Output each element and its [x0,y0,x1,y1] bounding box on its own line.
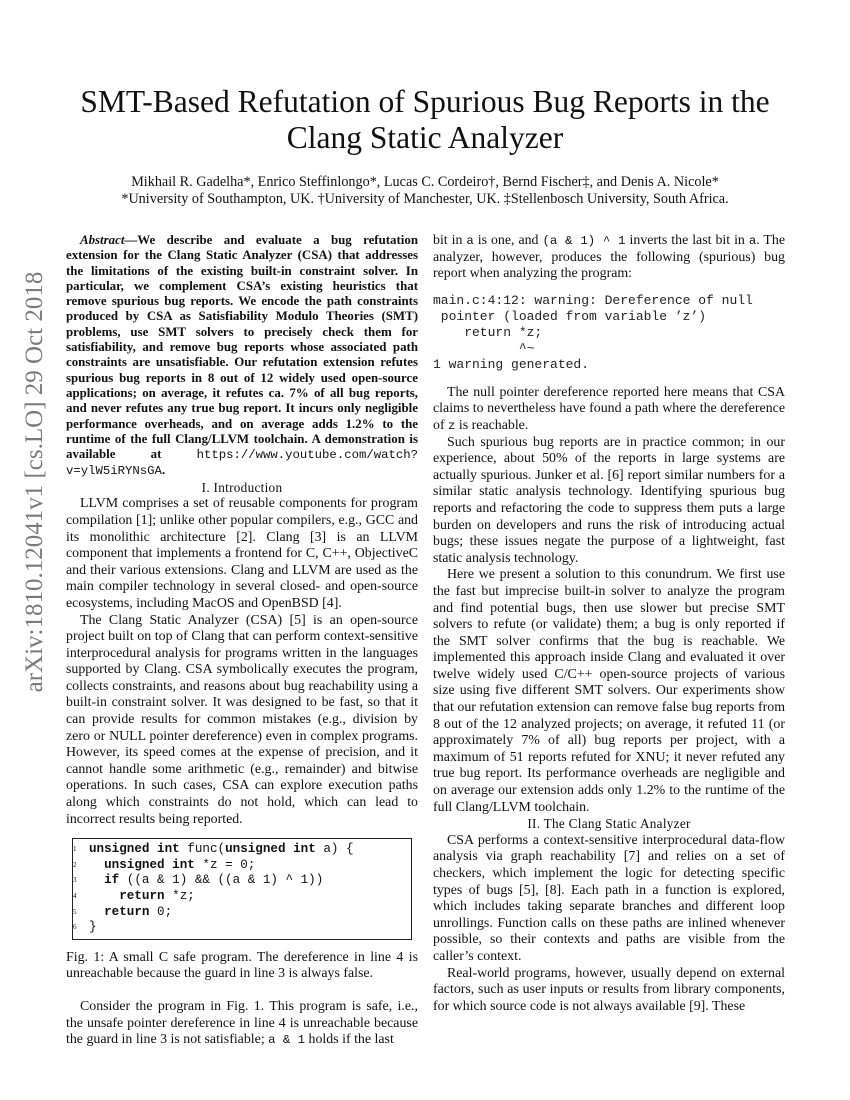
null-text-1: The null pointer dereference reported here means that CSA claims to nevertheless have found a path where the dereference of [433,384,785,433]
abstract-text: —We describe and evaluate a bug refutation extension for the Clang Static Analyzer (CSA) that addresses the limitations of the existing built-in constraint solver. In particular, we complement CSA’s existing heuristics that remove spurious bug reports. We encode the path constraints produced by CSA as Satisfiability Modulo Theories (SMT) problems, use SMT solvers to precisely check them for satisfiability, and remove bug reports whose associated path constraints are unsatisfiable. Our refutation extension refutes spurious bug reports in 8 out of 12 widely used open-source applications; on average, it refutes ca. 7% of all bug reports, and never refutes any true bug report. It incurs only negligible performance overheads, and on average adds 1.2% to the runtime of the full Clang/LLVM toolchain. A demonstration is available at [66,233,418,462]
inline-code: z [448,418,456,433]
section-heading-introduction: I. Introduction [201,479,283,495]
inline-code: a [748,234,757,248]
code-text: return *z; [119,889,195,903]
code-line [73,889,405,905]
consider-text-2: holds if the last [305,1032,394,1048]
section-heading-csa: II. The Clang Static Analyzer [527,816,691,832]
cont-text-4: . The analyzer, however, produces the following (spurious) bug report when analyzing the program: [433,233,785,282]
right-column [433,233,785,1015]
code-line [73,920,405,936]
spurious-paragraph: Such spurious bug reports are in practice common; in our experience, about 50% of the reports in large systems are actually spurious. Junker et al. [6] report similar numbers for a similar static analysis technology. Identifying spurious bug reports and refactoring the code to suppress them puts a large burden on developers and runs the risk of introducing actual bugs; these issues negate the purpose of a lightweight, fast static analysis technology. [433,434,785,566]
intro-paragraph-1: LLVM comprises a set of reusable components for program compilation [1]; unlike other popular compilers, e.g., GCC and its monolithic architecture [2]. Clang [3] is an LLVM component that implements a frontend for C, C++, ObjectiveC and their various extensions. Clang and LLVM are used as the main compiler technology in several closed- and open-source ecosystems, including MacOS and OpenBSD [4]. [66,496,418,611]
figure-caption: Fig. 1: A small C safe program. The dereference in line 4 is unreachable because the guard in line 3 is always false. [66,949,418,982]
code-listing [72,838,412,940]
intro-paragraph-2: The Clang Static Analyzer (CSA) [5] is an open-source project built on top of Clang that can perform context-sensitive interprocedural analysis for programs written in the languages supported by Clang. CSA symbolically executes the program, collects constraints, and reasons about bug reachability using a built-in constraint solver. It was designed to be fast, so that it can provide results for common mistakes (e.g., division by zero or NULL pointer dereference) even in complex programs. However, its speed comes at the expense of precision, and it cannot handle some arithmetic (e.g., remainder) and bitwise operations. In such cases, CSA can explore execution paths along which constraints do not hold, which can lead to incorrect results being reported. [66,612,418,827]
inline-code: (a & 1) ^ 1 [542,234,626,248]
csa-paragraph-1: CSA performs a context-sensitive interprocedural data-flow analysis via graph reachability [7] and relies on a set of checkers, which implement the logic for detecting specific types of bugs [5], [8]. Each path in a function is explored, which includes taking separate branches and different loop unrollings. Function calls on these paths are inlined whenever possible, so their contexts and paths are visible from the caller’s context. [433,832,785,964]
code-text: if ((a & 1) && ((a & 1) ^ 1)) [104,873,324,888]
code-line [73,904,405,921]
code-line [73,842,405,858]
null-text-2: is reachable. [455,417,529,433]
code-line-number: 3 [73,876,77,885]
warning-output: main.c:4:12: warning: Dereference of null pointer (loaded from variable ’z’) return *z; ^~ 1 warning generated. [433,292,753,372]
code-line [73,857,405,874]
left-column [66,233,418,1049]
demo-link[interactable]: https://www.youtube.com/watch?v=ylW5iRYNsGA [66,448,418,479]
abstract [66,233,418,480]
code-line-number: 1 [73,845,77,854]
code-line-number: 4 [73,892,77,900]
abstract-end: . [161,463,166,478]
code-text: } [89,920,97,935]
cont-text-3: inverts the last bit in [625,233,749,248]
code-line [73,873,405,889]
csa-paragraph-2: Real-world programs, however, usually depend on external factors, such as user inputs or results from library components, for which source code is not always available [9]. These [433,965,785,1014]
null-pointer-paragraph [433,385,785,435]
arxiv-side-label: arXiv:1810.12041v1 [cs.LO] 29 Oct 2018 [21,271,48,693]
consider-text-1: Consider the program in Fig. 1. This program is safe, i.e., the unsafe pointer dereference in line 4 is unreachable because the guard in line 3 is not satisfiable; [66,998,418,1048]
cont-text-2: is one, and [473,233,543,248]
affiliations: *University of Southampton, UK. †University of Manchester, UK. ‡Stellenbosch University, South Africa. [121,191,729,207]
paper-title: SMT-Based Refutation of Spurious Bug Reports in the Clang Static Analyzer [80,84,770,155]
code-line-number: 2 [73,860,77,869]
consider-paragraph [66,999,418,1049]
inline-code: a [466,234,474,248]
code-text: unsigned int *z = 0; [104,857,256,872]
cont-text-1: bit in [433,233,467,248]
code-line-number: 5 [73,907,77,916]
author-list: Mikhail R. Gadelha*, Enrico Steffinlongo*, Lucas C. Cordeiro†, Bernd Fischer‡, and Denis A. Nicole* [131,174,719,190]
continued-paragraph [433,233,785,283]
inline-code: a & 1 [268,1033,306,1048]
code-text: unsigned int func(unsigned int a) { [89,842,354,857]
solution-paragraph: Here we present a solution to this conundrum. We first use the fast but imprecise built-in solver to analyze the program and find potential bugs, then use slower but precise SMT solvers to refute (or validate) them; a bug is only reported if the SMT solver confirms that the bug is reachable. We implemented this approach inside Clang and evaluated it over twelve widely used C/C++ open-source projects of various size using five different SMT solvers. Our experiments show that our refutation extension can remove false bug reports from 8 out of the 12 analyzed projects; on average, it refuted 11 (or approximately 7% of all) bug reports per project, with a maximum of 51 reports refuted for XNU; it never refuted any true bug report. Its performance overheads are negligible and on average our extension adds only 1.2% to the runtime of the full Clang/LLVM toolchain. [433,567,785,815]
abstract-label: Abstract [80,233,125,247]
code-text: return 0; [104,904,173,919]
code-line-number: 6 [73,923,77,932]
